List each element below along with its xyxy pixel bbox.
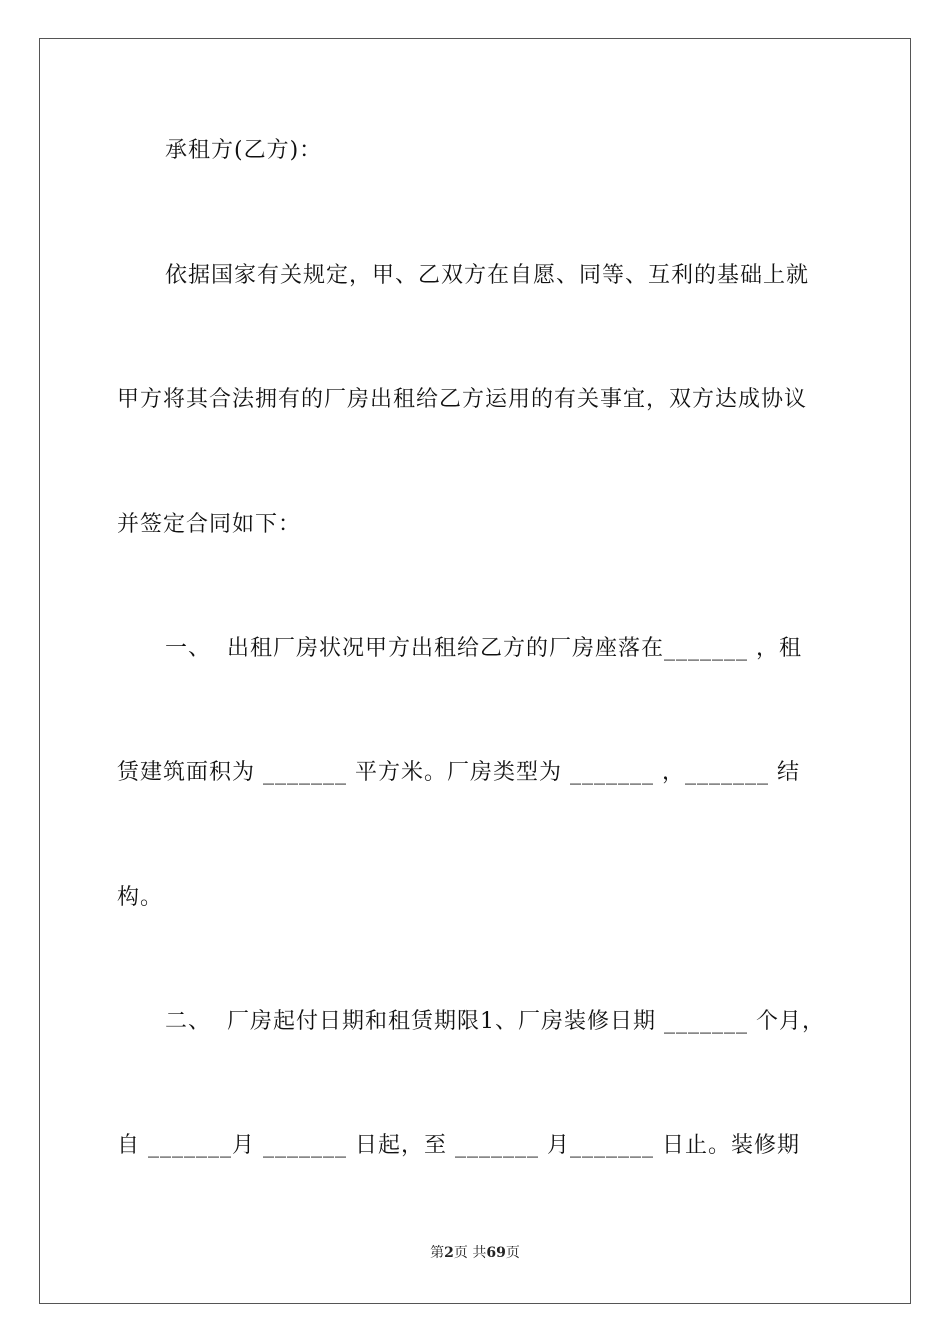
footer-current-page: 2	[444, 1245, 454, 1261]
page-border	[39, 38, 911, 1304]
text-line-8: 二、 厂房起付日期和租赁期限1、厂房装修日期 _______ 个月，	[165, 1009, 825, 1034]
text-line-6: 赁建筑面积为 _______ 平方米。厂房类型为 _______ ，_______ 结	[117, 760, 800, 785]
page-footer	[0, 1242, 950, 1262]
text-line-3: 甲方将其合法拥有的厂房出租给乙方运用的有关事宜，双方达成协议	[117, 387, 808, 412]
text-line-5: 一、 出租厂房状况甲方出租给乙方的厂房座落在_______ ，租	[165, 636, 802, 661]
footer-prefix: 第	[430, 1245, 445, 1261]
text-line-4: 并签定合同如下：	[117, 512, 302, 537]
text-line-1: 承租方(乙方)：	[165, 138, 323, 163]
text-line-2: 依据国家有关规定，甲、乙双方在自愿、同等、互利的基础上就	[165, 263, 810, 288]
text-line-7: 构。	[117, 885, 164, 910]
footer-mid: 页 共	[453, 1245, 487, 1261]
footer-total-pages: 69	[486, 1245, 506, 1261]
footer-suffix: 页	[505, 1245, 520, 1261]
text-line-9: 自 _______月 _______ 日起，至 _______ 月_______ 日止。装修期	[117, 1133, 800, 1158]
